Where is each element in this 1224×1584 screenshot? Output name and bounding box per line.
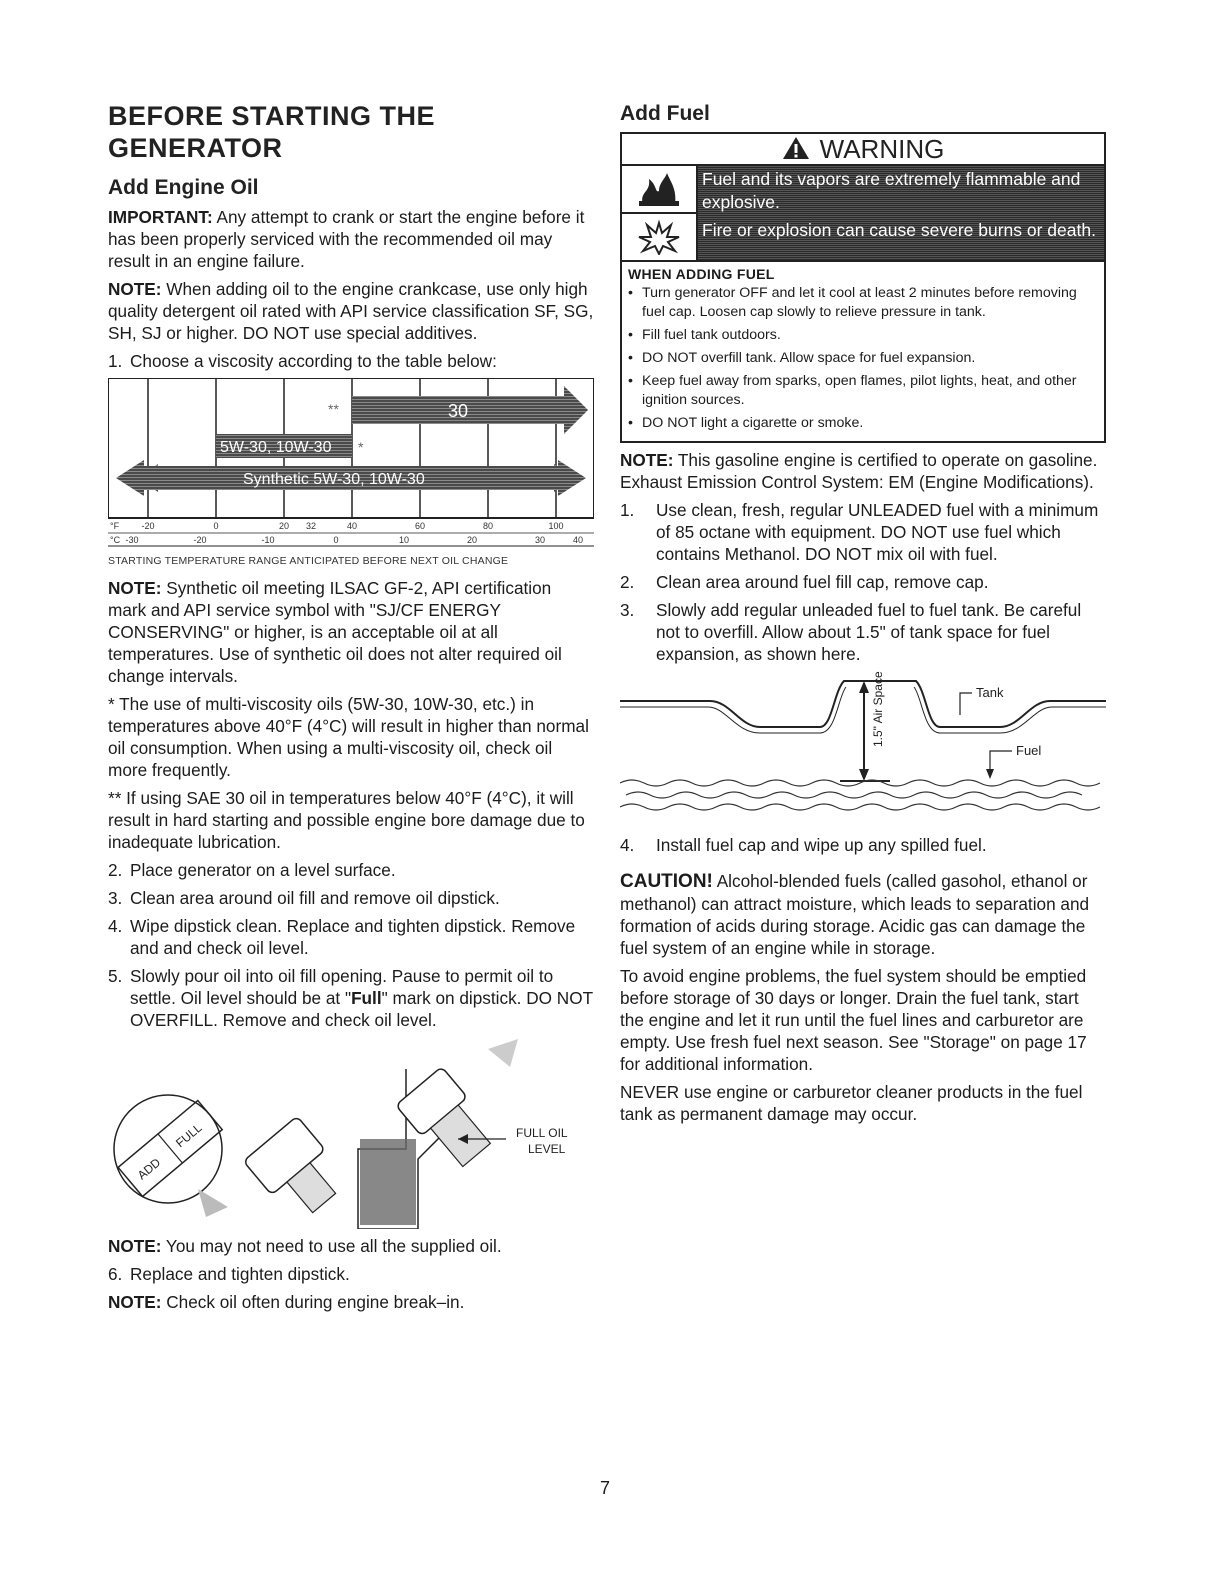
sae30-bar [352,386,588,434]
step-text: Install fuel cap and wipe up any spilled fuel. [656,835,987,855]
step-text: Clean area around fuel fill cap, remove cap. [656,572,989,592]
fuel-safety-item [628,326,1098,345]
full-oil-label: FULL OIL [516,1126,568,1140]
step-6 [108,1263,594,1285]
celsius-tick-label: -30 [125,535,139,545]
warning-box [620,132,1106,443]
step-number: 2. [620,572,635,592]
fuel-step-2 [620,571,1106,593]
celsius-ticks [125,535,583,545]
note-label: NOTE: [108,1236,162,1256]
fahrenheit-tick-label: 0 [213,521,219,531]
celsius-tick-label: 0 [333,535,339,545]
warning-triangle-icon [782,136,810,166]
fuel-safety-text: Keep fuel away from sparks, open flames, pilot lights, heat, and other ignition sources. [642,373,1077,408]
note-text: This gasoline engine is certified to operate on gasoline. Exhaust Emission Control System: EM (Engine Modifications). [620,450,1098,492]
fuel-step-1 [620,499,1106,565]
left-column [108,100,594,1319]
note-break-in [108,1291,594,1313]
fuel-step-3 [620,599,1106,665]
full-mark-text: Full [351,988,382,1008]
note-gasoline [620,449,1106,493]
fuel-label: Fuel [1016,743,1042,758]
step-1 [108,350,594,372]
important-paragraph [108,206,594,272]
add-mark-label: ADD [134,1155,164,1183]
fuel-safety-text: DO NOT overfill tank. Allow space for fuel expansion. [642,350,976,366]
step-3 [108,887,594,909]
fahrenheit-tick-label: 100 [548,521,564,531]
multi-viscosity-label: 5W-30, 10W-30 [220,439,332,456]
hazard-icons [622,166,698,260]
step-number: 3. [108,888,123,908]
caution-paragraph [620,870,1106,959]
page-number: 7 [600,1478,611,1498]
fahrenheit-unit: °F [110,521,120,531]
note-label: NOTE: [620,450,674,470]
hazard-text [698,166,1104,260]
synthetic-label: Synthetic 5W-30, 10W-30 [243,471,425,488]
air-space-label: 1.5" Air Space [871,671,885,747]
note-api-paragraph [108,278,594,344]
step-number: 1. [108,351,123,371]
section-title [108,100,594,164]
step-number: 1. [620,500,635,520]
section-title-line1: BEFORE STARTING THE [108,101,436,131]
step-text-part: " mark on dipstick. DO NOT OVERFILL. Remove and check oil level. [130,988,593,1030]
chart-caption: STARTING TEMPERATURE RANGE ANTICIPATED BEFORE NEXT OIL CHANGE [108,555,509,567]
note-supplied-oil [108,1235,594,1257]
bullet-dot: • [628,350,633,366]
step-number: 4. [108,916,123,936]
viscosity-chart [108,378,594,567]
level-label: LEVEL [528,1142,566,1156]
multi-viscosity-mark: * [358,439,364,455]
step-number: 2. [108,860,123,880]
crankcase-oil [360,1139,416,1225]
step-text-part: Slowly pour oil into oil fill opening. Pause to permit oil to settle. Oil level should be at " [130,966,554,1008]
sae30-mark: ** [328,401,339,417]
note-synthetic-paragraph [108,577,594,687]
step-text: Slowly add regular unleaded fuel to fuel tank. Be careful not to overfill. Allow about 1.5" of tank space for fuel expansion, as shown here. [656,600,1082,664]
note-text: Synthetic oil meeting ILSAC GF-2, API certification mark and API service symbol with "SJ/CF ENERGY CONSERVING" or higher, is an acceptable oil at all temperatures. Use of synthetic oil does not alter required oil change intervals. [108,578,562,686]
viscosity-chart-svg [108,378,594,548]
note-label: NOTE: [108,279,162,299]
bullet-dot: • [628,327,633,343]
celsius-tick-label: -10 [261,535,275,545]
full-mark-label: FULL [173,1120,205,1151]
warning-title: WARNING [819,134,945,164]
note-label: NOTE: [108,1292,162,1312]
fahrenheit-tick-label: 40 [346,521,358,531]
oil-dipstick-illustration [108,1039,594,1229]
fuel-safety-item [628,372,1098,410]
important-label: IMPORTANT: [108,207,213,227]
step-4 [108,915,594,959]
double-star-note-sae30: ** If using SAE 30 oil in temperatures below 40°F (4°C), it will result in hard starting and possible engine bore damage due to inadequate lubrication. [108,788,585,852]
tank-label: Tank [976,685,1004,700]
subsection-title-add-fuel: Add Fuel [620,102,710,125]
important-text: Any attempt to crank or start the engine before it has been properly serviced with the recommended oil may result in an engine failure. [108,207,585,271]
right-column [620,100,1106,1131]
star-note-multi-viscosity: * The use of multi-viscosity oils (5W-30, 10W-30, etc.) in temperatures above 40°F (4°C) will result in higher than normal oil consumption. When using a multi-viscosity oil, check oil more frequently. [108,694,589,780]
fuel-safety-text: DO NOT light a cigarette or smoke. [642,415,864,431]
fuel-tank-illustration [620,671,1106,821]
storage-paragraph: To avoid engine problems, the fuel system should be emptied before storage of 30 days or longer. Drain the fuel tank, start the engine and let it run until the fuel lines and carburetor are empty. Use fresh fuel next season. See "Storage" on page 17 for additional information. [620,966,1087,1074]
sae30-label: 30 [448,401,469,421]
note-text: Check oil often during engine break–in. [161,1292,465,1312]
fuel-safety-item [628,349,1098,368]
note-text: When adding oil to the engine crankcase, use only high quality detergent oil rated with API service classification SF, SG, SH, SJ or higher. DO NOT use special additives. [108,279,594,343]
step-number: 6. [108,1264,123,1284]
fahrenheit-tick-label: 20 [278,521,290,531]
step-number: 5. [108,966,123,986]
step-text [130,965,594,1031]
hazard-flammable: Fuel and its vapors are extremely flammable and explosive. [702,169,1081,212]
fahrenheit-tick-label: 60 [414,521,426,531]
step-text: Wipe dipstick clean. Replace and tighten dipstick. Remove and and check oil level. [130,916,576,958]
fahrenheit-tick-label: 80 [482,521,494,531]
fuel-safety-text: Turn generator OFF and let it cool at least 2 minutes before removing fuel cap. Loosen cap slowly to relieve pressure in tank. [642,285,1077,320]
step-number: 3. [620,600,635,620]
celsius-tick-label: 20 [466,535,478,545]
celsius-tick-label: 30 [534,535,546,545]
hazard-burns: Fire or explosion can cause severe burns or death. [702,220,1096,240]
fire-icon [622,166,696,212]
explosion-icon [622,212,696,260]
bullet-dot: • [628,285,633,301]
step-2 [108,859,594,881]
section-title-line2: GENERATOR [108,133,283,163]
subsection-title-engine-oil: Add Engine Oil [108,176,259,199]
fuel-tank-figure [620,671,1106,826]
step-5 [108,965,594,1031]
when-adding-fuel-heading: WHEN ADDING FUEL [628,266,775,282]
note-label: NOTE: [108,578,162,598]
never-cleaner-paragraph: NEVER use engine or carburetor cleaner products in the fuel tank as permanent damage may occur. [620,1082,1083,1124]
celsius-tick-label: -20 [193,535,207,545]
step-number: 4. [620,835,635,855]
fuel-safety-list [622,284,1104,441]
caution-text: Alcohol-blended fuels (called gasohol, ethanol or methanol) can attract moisture, which leads to separation and formation of acids during storage. Acidic gas can damage the fuel system of an engine while in storage. [620,871,1090,958]
bullet-dot: • [628,415,633,431]
fuel-safety-item [628,284,1098,322]
hazard-row [622,166,1104,262]
step-text: Place generator on a level surface. [130,860,396,880]
celsius-tick-label: 40 [572,535,584,545]
fahrenheit-ticks [141,521,563,531]
celsius-tick-label: 10 [398,535,410,545]
step-text: Choose a viscosity according to the table below: [130,351,497,371]
step-text: Use clean, fresh, regular UNLEADED fuel with a minimum of 85 octane with equipment. DO NOT use fuel which contains Methanol. DO NOT mix oil with fuel. [656,500,1099,564]
fuel-step-4 [620,834,1106,856]
fahrenheit-tick-label: 32 [305,521,317,531]
celsius-unit: °C [110,535,121,545]
note-text: You may not need to use all the supplied oil. [161,1236,502,1256]
step-text: Clean area around oil fill and remove oil dipstick. [130,888,500,908]
step-text: Replace and tighten dipstick. [130,1264,350,1284]
oil-dipstick-figure [108,1039,594,1229]
fuel-safety-text: Fill fuel tank outdoors. [642,327,781,343]
bullet-dot: • [628,373,633,389]
caution-label: CAUTION! [620,871,713,892]
warning-header [622,134,1104,166]
fahrenheit-tick-label: -20 [141,521,155,531]
fuel-safety-item [628,414,1098,433]
